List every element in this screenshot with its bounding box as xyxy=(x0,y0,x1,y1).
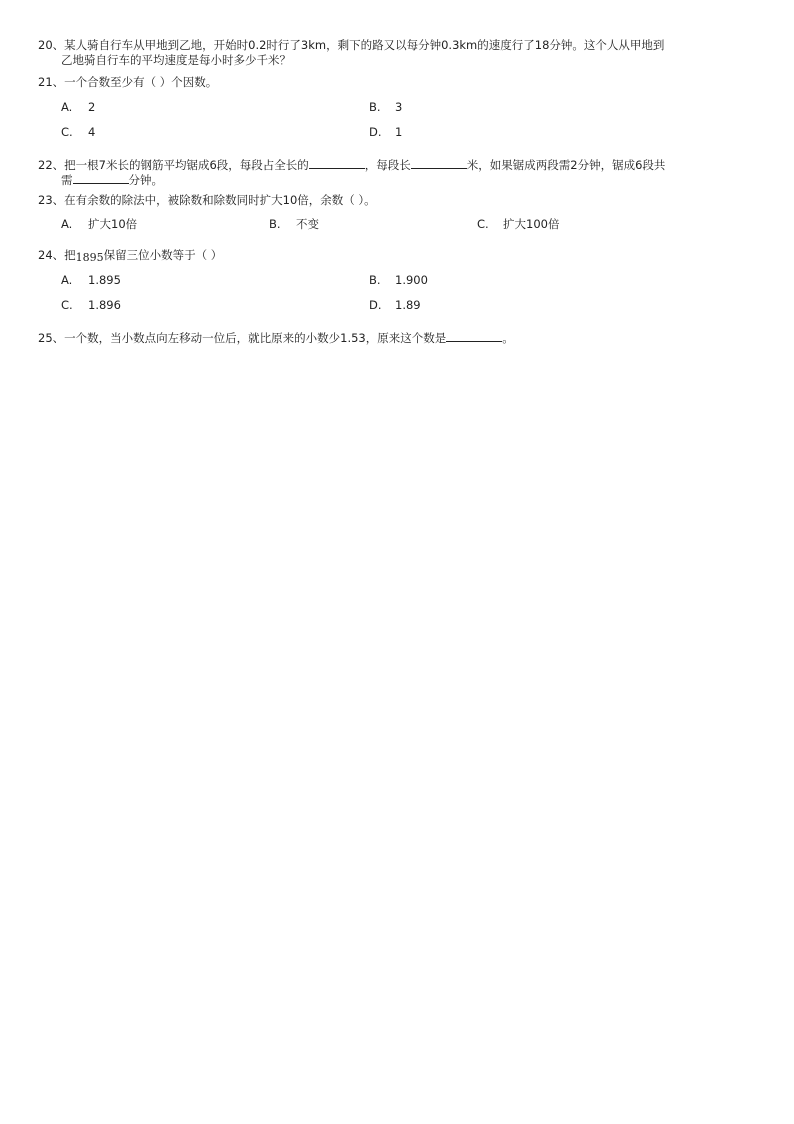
option-text: 4 xyxy=(88,125,96,139)
answer-blank[interactable] xyxy=(446,330,502,342)
option-text: 3 xyxy=(395,100,403,114)
question-22-line-1 xyxy=(38,157,665,173)
question-20-line-1: 20、某人骑自行车从甲地到乙地，开始时0.2时行了3km，剩下的路又以每分钟0.3km的速度行了18分钟。这个人从甲地到 xyxy=(38,38,665,52)
option-text: 2 xyxy=(88,100,96,114)
question-23-stem: 23、在有余数的除法中，被除数和除数同时扩大10倍，余数（ ）。 xyxy=(38,193,376,207)
question-22-line-2 xyxy=(61,172,163,188)
question-22-text-part-3: 米，如果锯成两段需2分钟，锯成6段共 xyxy=(466,158,666,172)
option-letter: B. xyxy=(369,100,381,114)
question-22-line-2-prefix: 需 xyxy=(61,173,73,187)
option-letter: A. xyxy=(61,273,73,287)
question-25-stem xyxy=(38,330,514,346)
option-letter: C. xyxy=(477,217,489,231)
option-text: 不变 xyxy=(296,217,319,231)
option-text: 扩大100倍 xyxy=(503,217,560,231)
question-25-text-part-2: 。 xyxy=(502,331,514,345)
option-letter: C. xyxy=(61,298,73,312)
option-text: 1 xyxy=(395,125,403,139)
question-24-prefix: 24、把 xyxy=(38,248,76,262)
option-letter: A. xyxy=(61,217,73,231)
question-24-stem xyxy=(38,248,222,263)
question-22-text-part-1: 22、把一根7米长的钢筋平均锯成6段，每段占全长的 xyxy=(38,158,309,172)
answer-blank[interactable] xyxy=(73,172,129,184)
answer-blank[interactable] xyxy=(411,157,467,169)
question-25-text-part-1: 25、一个数，当小数点向左移动一位后，就比原来的小数少1.53，原来这个数是 xyxy=(38,331,447,345)
option-text: 扩大10倍 xyxy=(88,217,138,231)
answer-blank[interactable] xyxy=(309,157,365,169)
option-letter: C. xyxy=(61,125,73,139)
option-text: 1.896 xyxy=(88,298,121,312)
option-text: 1.89 xyxy=(395,298,421,312)
option-letter: A. xyxy=(61,100,73,114)
option-letter: B. xyxy=(369,273,381,287)
option-letter: D. xyxy=(369,298,382,312)
question-24-number: 1895 xyxy=(75,251,104,264)
option-letter: D. xyxy=(369,125,382,139)
option-text: 1.895 xyxy=(88,273,121,287)
question-24-suffix: 保留三位小数等于（ ） xyxy=(103,248,223,262)
question-20-line-2: 乙地骑自行车的平均速度是每小时多少千米？ xyxy=(61,53,291,67)
question-21-stem: 21、一个合数至少有（ ）个因数。 xyxy=(38,75,218,89)
question-22-line-2-suffix: 分钟。 xyxy=(128,173,163,187)
option-letter: B. xyxy=(269,217,281,231)
question-22-text-part-2: ，每段长 xyxy=(364,158,411,172)
option-text: 1.900 xyxy=(395,273,428,287)
